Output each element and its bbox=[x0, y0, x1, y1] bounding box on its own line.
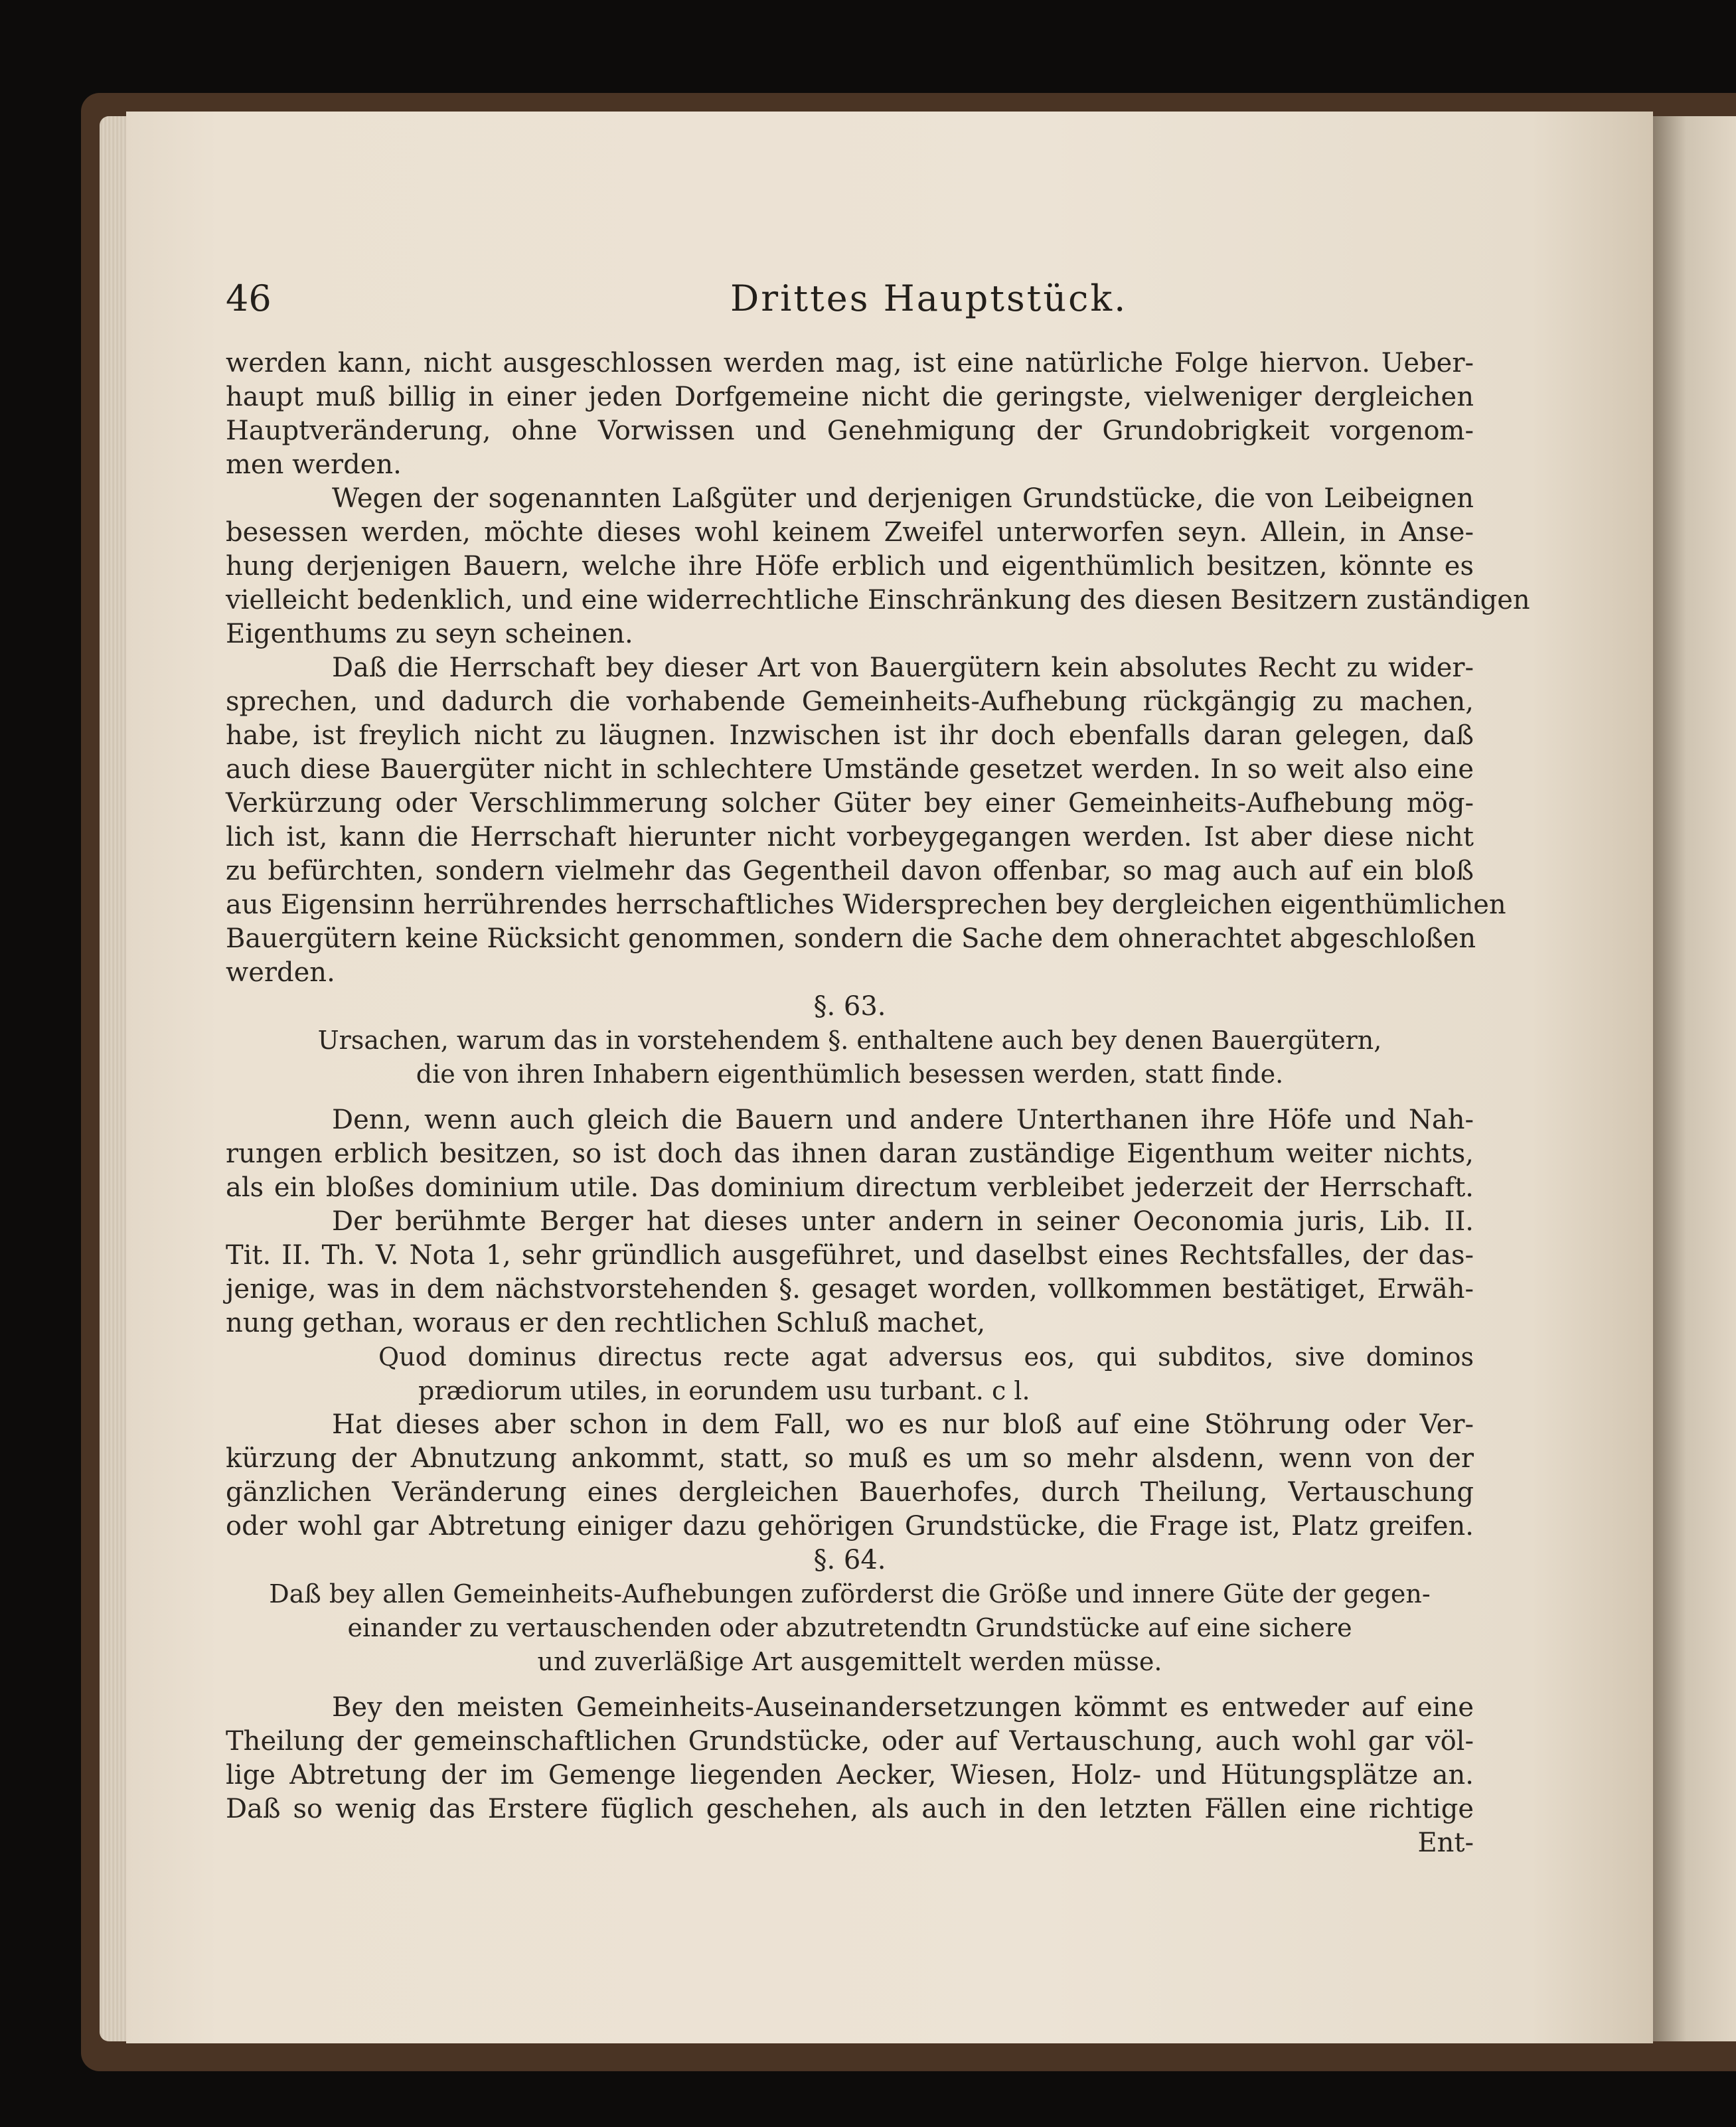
text-line: Hat dieses aber schon in dem Fall, wo es nur bloß auf eine Stöhrung oder Ver- bbox=[332, 1409, 1474, 1440]
text-line: rungen erblich besitzen, so ist doch das ihnen daran zuständige Eigenthum weiter nichts, bbox=[226, 1139, 1474, 1169]
spacer bbox=[226, 1679, 1474, 1691]
facing-page-edge bbox=[1653, 116, 1736, 2041]
text-line: Tit. II. Th. V. Nota 1, sehr gründlich ausgeführet, und daselbst eines Rechtsfalles, der das- bbox=[226, 1240, 1474, 1271]
text-line: Verkürzung oder Verschlimmerung solcher Güter bey einer Gemeinheits-Aufhebung mög- bbox=[226, 788, 1474, 819]
text-line: Eigenthums zu seyn scheinen. bbox=[226, 619, 633, 649]
text-line: kürzung der Abnutzung ankommt, statt, so muß es um so mehr alsdenn, wenn von der bbox=[226, 1443, 1474, 1474]
text-line: jenige, was in dem nächstvorstehenden §. gesaget worden, vollkommen bestätiget, Erwäh- bbox=[226, 1274, 1474, 1304]
spacer bbox=[226, 1091, 1474, 1103]
section-heading: und zuverläßige Art ausgemittelt werden müsse. bbox=[537, 1647, 1162, 1676]
text-line: Theilung der gemeinschaftlichen Grundstücke, oder auf Vertauschung, auch wohl gar völ- bbox=[226, 1726, 1474, 1757]
text-line: als ein bloßes dominium utile. Das dominium directum verbleibet jederzeit der Herrschaft. bbox=[226, 1172, 1474, 1203]
text-line: Bey den meisten Gemeinheits-Auseinandersetzungen kömmt es entweder auf eine bbox=[332, 1692, 1474, 1723]
text-line: Hauptveränderung, ohne Vorwissen und Genehmigung der Grundobrigkeit vorgenom- bbox=[226, 416, 1474, 446]
text-line: haupt muß billig in einer jeden Dorfgemeine nicht die geringste, vielweniger dergleichen bbox=[226, 382, 1474, 412]
text-line: auch diese Bauergüter nicht in schlechtere Umstände gesetzet werden. In so weit also eine bbox=[226, 754, 1474, 785]
text-line: men werden. bbox=[226, 449, 402, 480]
text-line: besessen werden, möchte dieses wohl keinem Zweifel unterworfen seyn. Allein, in Anse- bbox=[226, 517, 1474, 548]
section-heading: Ursachen, warum das in vorstehendem §. enthaltene auch bey denen Bauergütern, bbox=[317, 1026, 1382, 1055]
section-heading: einander zu vertauschenden oder abzutretendtn Grundstücke auf eine sichere bbox=[347, 1613, 1352, 1642]
text-line: oder wohl gar Abtretung einiger dazu gehörigen Grundstücke, die Frage ist, Platz greifen. bbox=[226, 1511, 1474, 1541]
text-line: Der berühmte Berger hat dieses unter andern in seiner Oeconomia juris, Lib. II. bbox=[332, 1206, 1474, 1237]
running-head: Drittes Hauptstück. bbox=[730, 277, 1128, 319]
text-line: hung derjenigen Bauern, welche ihre Höfe erblich und eigenthümlich besitzen, könnte es bbox=[226, 551, 1474, 582]
text-line: Bauergütern keine Rücksicht genommen, sondern die Sache dem ohnerachtet abgeschloßen bbox=[226, 923, 1476, 954]
section-number: §. 64. bbox=[813, 1545, 886, 1575]
page-number: 46 bbox=[226, 277, 272, 319]
latin-quote: Quod dominus directus recte agat adversus eos, qui subditos, sive dominos bbox=[378, 1342, 1474, 1372]
text-line: Daß so wenig das Erstere füglich geschehen, als auch in den letzten Fällen eine richtige bbox=[226, 1794, 1474, 1824]
section-heading: Daß bey allen Gemeinheits-Aufhebungen zuförderst die Größe und innere Güte der gegen- bbox=[269, 1579, 1431, 1609]
text-line: werden. bbox=[226, 957, 335, 988]
text-line: gänzlichen Veränderung eines dergleichen Bauerhofes, durch Theilung, Vertauschung bbox=[226, 1477, 1474, 1508]
text-line: lige Abtretung der im Gemenge liegenden Aecker, Wiesen, Holz- und Hütungsplätze an. bbox=[226, 1760, 1474, 1790]
text-line: werden kann, nicht ausgeschlossen werden mag, ist eine natürliche Folge hiervon. Ueber- bbox=[226, 348, 1474, 378]
catchword: Ent- bbox=[1417, 1828, 1474, 1858]
page-header bbox=[226, 277, 1487, 331]
text-line: habe, ist freylich nicht zu läugnen. Inzwischen ist ihr doch ebenfalls daran gelegen, daß bbox=[226, 720, 1474, 751]
text-line: aus Eigensinn herrührendes herrschaftliches Widersprechen bey dergleichen eigenthümlichen bbox=[226, 890, 1506, 920]
text-line: Daß die Herrschaft bey dieser Art von Bauergütern kein absolutes Recht zu wider- bbox=[332, 653, 1474, 683]
page-body bbox=[226, 347, 1530, 1860]
text-line: nung gethan, woraus er den rechtlichen Schluß machet, bbox=[226, 1308, 986, 1338]
text-line: Denn, wenn auch gleich die Bauern und andere Unterthanen ihre Höfe und Nah- bbox=[332, 1105, 1474, 1135]
section-number: §. 63. bbox=[813, 991, 886, 1022]
page-edges bbox=[100, 116, 129, 2041]
text-line: Wegen der sogenannten Laßgüter und derjenigen Grundstücke, die von Leibeignen bbox=[332, 483, 1474, 514]
section-heading: die von ihren Inhabern eigenthümlich besessen werden, statt finde. bbox=[416, 1060, 1284, 1089]
text-line: sprechen, und dadurch die vorhabende Gemeinheits-Aufhebung rückgängig zu machen, bbox=[226, 686, 1474, 717]
text-line: zu befürchten, sondern vielmehr das Gegentheil davon offenbar, so mag auch auf ein bloß bbox=[226, 856, 1474, 886]
text-line: lich ist, kann die Herrschaft hierunter nicht vorbeygegangen werden. Ist aber diese nicht bbox=[226, 822, 1474, 852]
latin-quote: prædiorum utiles, in eorundem usu turbant. c l. bbox=[418, 1376, 1030, 1405]
text-line: vielleicht bedenklich, und eine widerrechtliche Einschränkung des diesen Besitzern zuständigen bbox=[226, 585, 1530, 615]
